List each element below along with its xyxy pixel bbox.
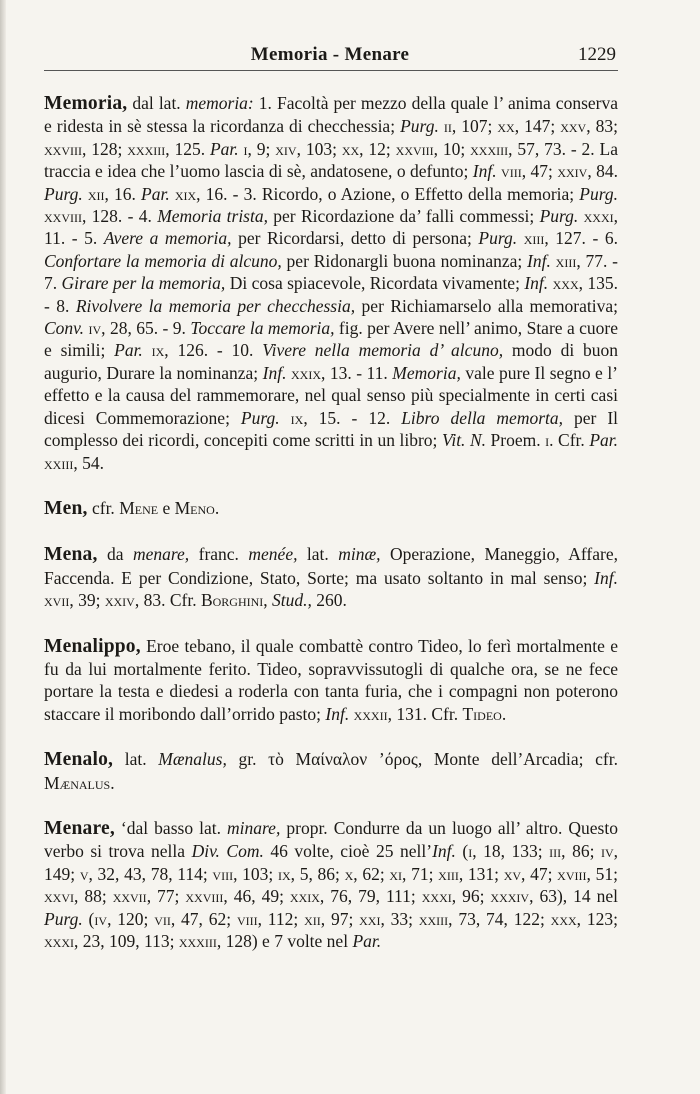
entry-text: Eroe tebano, il quale combattè contro Tideo, lo ferì mortalmente e fu da lui mortalmente ferito. Tideo, sopravvissutogli di qualche ora, se ne fece portare la testa e diedesi a roderla con tanta furia, che i compagni non poterono staccare il moribondo dall’orrido pasto; Inf. xxxii, 131. Cfr. Tideo. — [44, 635, 618, 724]
entry-text: cfr. Mene e Meno. — [87, 497, 220, 518]
entry-mena — [44, 543, 618, 611]
entry-menare — [44, 817, 618, 952]
entry-text: da menare, franc. menée, lat. minæ, Operazione, Maneggio, Affare, Faccenda. E per Condizione, Stato, Sorte; ma usato soltanto in mal senso; Inf. xvii, 39; xxiv, 83. Cfr. Borghini, Stud., 260. — [44, 544, 618, 611]
page-edge-shadow — [0, 0, 6, 1094]
headword: Menare, — [44, 817, 115, 839]
entry-men — [44, 497, 618, 520]
page-header — [44, 40, 616, 70]
entry-text: lat. Mænalus, gr. τὸ Μαίναλον ’όρος, Monte dell’Arcadia; cfr. Mænalus. — [44, 749, 618, 793]
headword: Men, — [44, 497, 88, 519]
headword: Mena, — [44, 544, 98, 566]
entry-memoria — [44, 92, 618, 474]
page-number: 1229 — [578, 44, 616, 65]
headword: Memoria, — [44, 93, 128, 114]
entry-menalo — [44, 748, 618, 794]
entry-menalippo — [44, 635, 618, 726]
dictionary-content — [44, 92, 618, 975]
entry-text: dal lat. memoria: 1. Facoltà per mezzo della quale l’ anima conserva e ridesta in sè stessa la ricordanza di checchessia; Purg. ii, 107; xx, 147; xxv, 83; xxviii, 128; xxxiii, 125. Par. i, 9; xiv, 103; xx, 12; xxviii, 10; xxxiii, 57, 73. - 2. La traccia e idea che l’uomo lascia di sè, andatosene, o defunto; Inf. viii, 47; xxiv, 84. Purg. xii, 16. Par. xix, 16. - 3. Ricordo, o Azione, o Effetto della memoria; Purg. xxviii, 128. - 4. Memoria trista, per Ricordazione da’ falli commessi; Purg. xxxi, 11. - 5. Avere a memoria, per Ricordarsi, detto di persona; Purg. xiii, 127. - 6. Confortare la memoria di alcuno, per Ridonargli buona nominanza; Inf. xiii, 77. - 7. Girare per la memoria, Di cosa spiacevole, Ricordata vivamente; Inf. xxx, 135. - 8. Rivolvere la memoria per checchessia, per Richiamarselo alla memorativa; Conv. iv, 28, 65. - 9. Toccare la memoria, fig. per Avere nell’ animo, Stare a cuore e simili; Par. ix, 126. - 10. Vivere nella memoria d’ alcuno, modo di buon augurio, Durare la nominanza; Inf. xxix, 13. - 11. Memoria, vale pure Il segno e l’ effetto e la causa del rammemorare, nel qual senso più specialmente in certi casi dicesi Commemorazione; Purg. ix, 15. - 12. Libro della memorta, per Il complesso dei ricordi, concepiti come scritti in un libro; Vit. N. Proem. i. Cfr. Par. xxiii, 54. — [44, 93, 619, 473]
header-rule — [44, 70, 618, 71]
entry-text: ‘dal basso lat. minare, propr. Condurre da un luogo all’ altro. Questo verbo si trova nella Div. Com. 46 volte, cioè 25 nell’Inf. (i, 18, 133; iii, 86; iv, 149; v, 32, 43, 78, 114; viii, 103; ix, 5, 86; x, 62; xi, 71; xiii, 131; xv, 47; xviii, 51; xxvi, 88; xxvii, 77; xxviii, 46, 49; xxix, 76, 79, 111; xxxi, 96; xxxiv, 63), 14 nel Purg. (iv, 120; vii, 47, 62; viii, 112; xii, 97; xxi, 33; xxiii, 73, 74, 122; xxx, 123; xxxi, 23, 109, 113; xxxiii, 128) e 7 volte nel Par. — [44, 817, 618, 951]
headword: Menalo, — [44, 749, 114, 771]
headword: Menalippo, — [44, 635, 141, 657]
running-title: Memoria - Menare — [250, 44, 410, 65]
